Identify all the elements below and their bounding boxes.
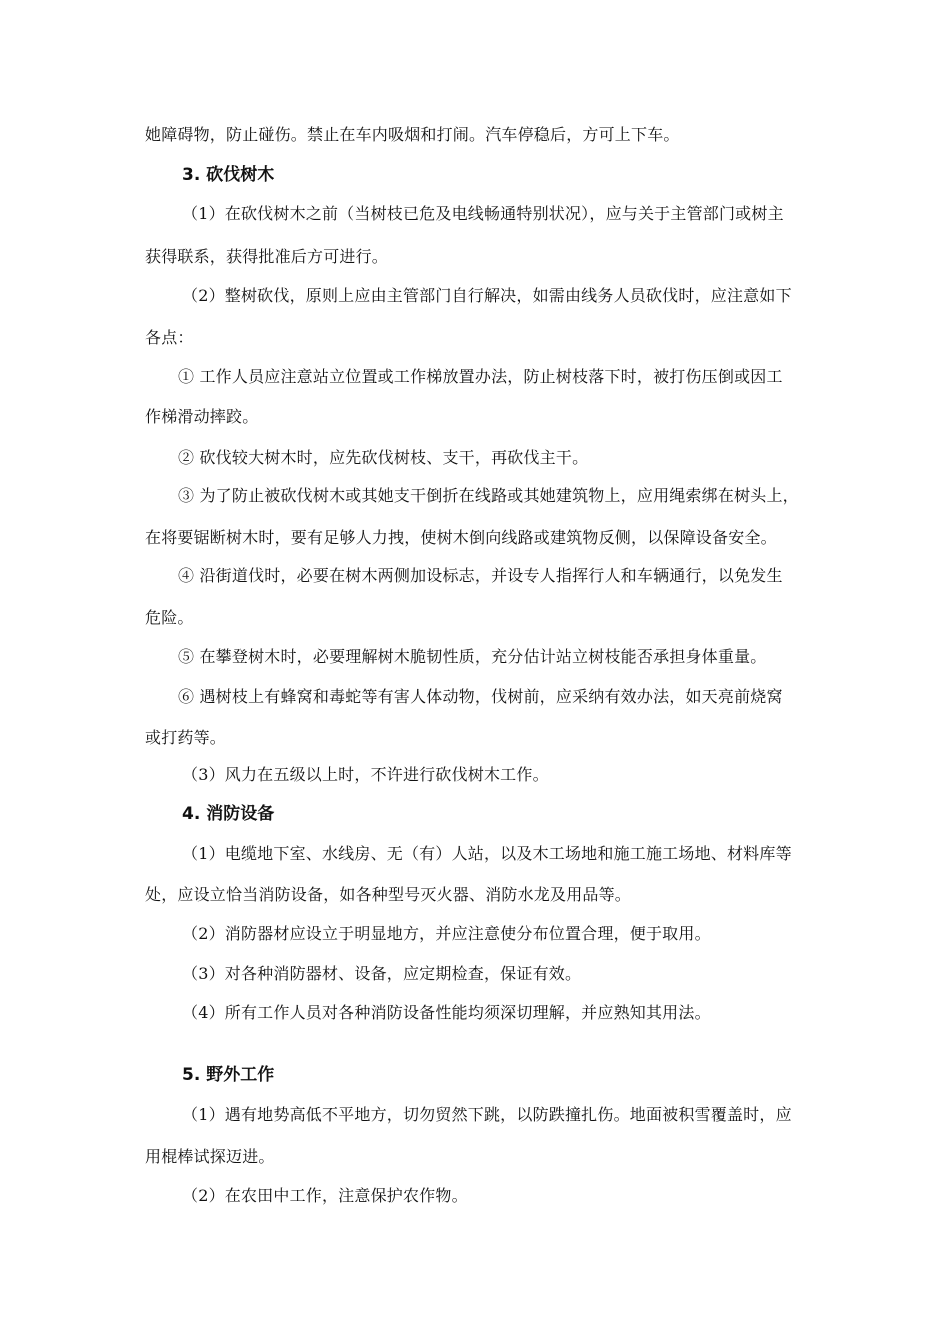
paragraph-line: 或打药等。 [145, 728, 227, 747]
paragraph-line: 各点： [145, 328, 194, 347]
paragraph-line: （3）对各种消防器材、设备，应定期检查，保证有效。 [182, 964, 582, 983]
paragraph-line: 在将要锯断树木时，要有足够人力拽，使树木倒向线路或建筑物反侧，以保障设备安全。 [145, 528, 777, 547]
list-item-5: ⑤ 在攀登树木时，必要理解树木脆韧性质，充分估计站立树枝能否承担身体重量。 [178, 647, 767, 666]
paragraph-line: （4）所有工作人员对各种消防设备性能均须深切理解，并应熟知其用法。 [182, 1003, 711, 1022]
paragraph-line: （1）在砍伐树木之前（当树枝已危及电线畅通特别状况），应与关于主管部门或树主 [182, 204, 784, 223]
paragraph-line: （1）遇有地势高低不平地方，切勿贸然下跳，以防跌撞扎伤。地面被积雪覆盖时，应 [182, 1105, 792, 1124]
paragraph-line: 用棍棒试探迈进。 [145, 1147, 275, 1166]
paragraph-line: 危险。 [145, 608, 194, 627]
paragraph-line: 处，应设立恰当消防设备，如各种型号灭火器、消防水龙及用品等。 [145, 885, 632, 904]
paragraph-line: （2）整树砍伐，原则上应由主管部门自行解决，如需由线务人员砍伐时，应注意如下 [182, 286, 792, 305]
list-item-4: ④ 沿街道伐时，必要在树木两侧加设标志，并设专人指挥行人和车辆通行，以免发生 [178, 566, 783, 585]
section-heading-3: 3. 砍伐树木 [182, 165, 275, 185]
paragraph-line: 获得联系，获得批准后方可进行。 [145, 247, 389, 266]
paragraph-line: 她障碍物，防止碰伤。禁止在车内吸烟和打闹。汽车停稳后，方可上下车。 [145, 125, 680, 144]
list-item-6: ⑥ 遇树枝上有蜂窝和毒蛇等有害人体动物，伐树前，应采纳有效办法，如天亮前烧窝 [178, 687, 783, 706]
list-item-3: ③ 为了防止被砍伐树木或其她支干倒折在线路或其她建筑物上，应用绳索绑在树头上， [178, 486, 799, 505]
section-heading-5: 5. 野外工作 [182, 1065, 275, 1085]
list-item-2: ② 砍伐较大树木时，应先砍伐树枝、支干，再砍伐主干。 [178, 448, 589, 467]
paragraph-line: （2）在农田中工作，注意保护农作物。 [182, 1186, 468, 1205]
paragraph-line: （1）电缆地下室、水线房、无（有）人站，以及木工场地和施工施工场地、材料库等 [182, 844, 792, 863]
paragraph-line: （3）风力在五级以上时，不许进行砍伐树木工作。 [182, 765, 549, 784]
list-item-1: ① 工作人员应注意站立位置或工作梯放置办法，防止树枝落下时，被打伤压倒或因工 [178, 367, 783, 386]
paragraph-line: （2）消防器材应设立于明显地方，并应注意使分布位置合理，便于取用。 [182, 924, 711, 943]
paragraph-line: 作梯滑动摔跤。 [145, 407, 259, 426]
section-heading-4: 4. 消防设备 [182, 804, 275, 824]
